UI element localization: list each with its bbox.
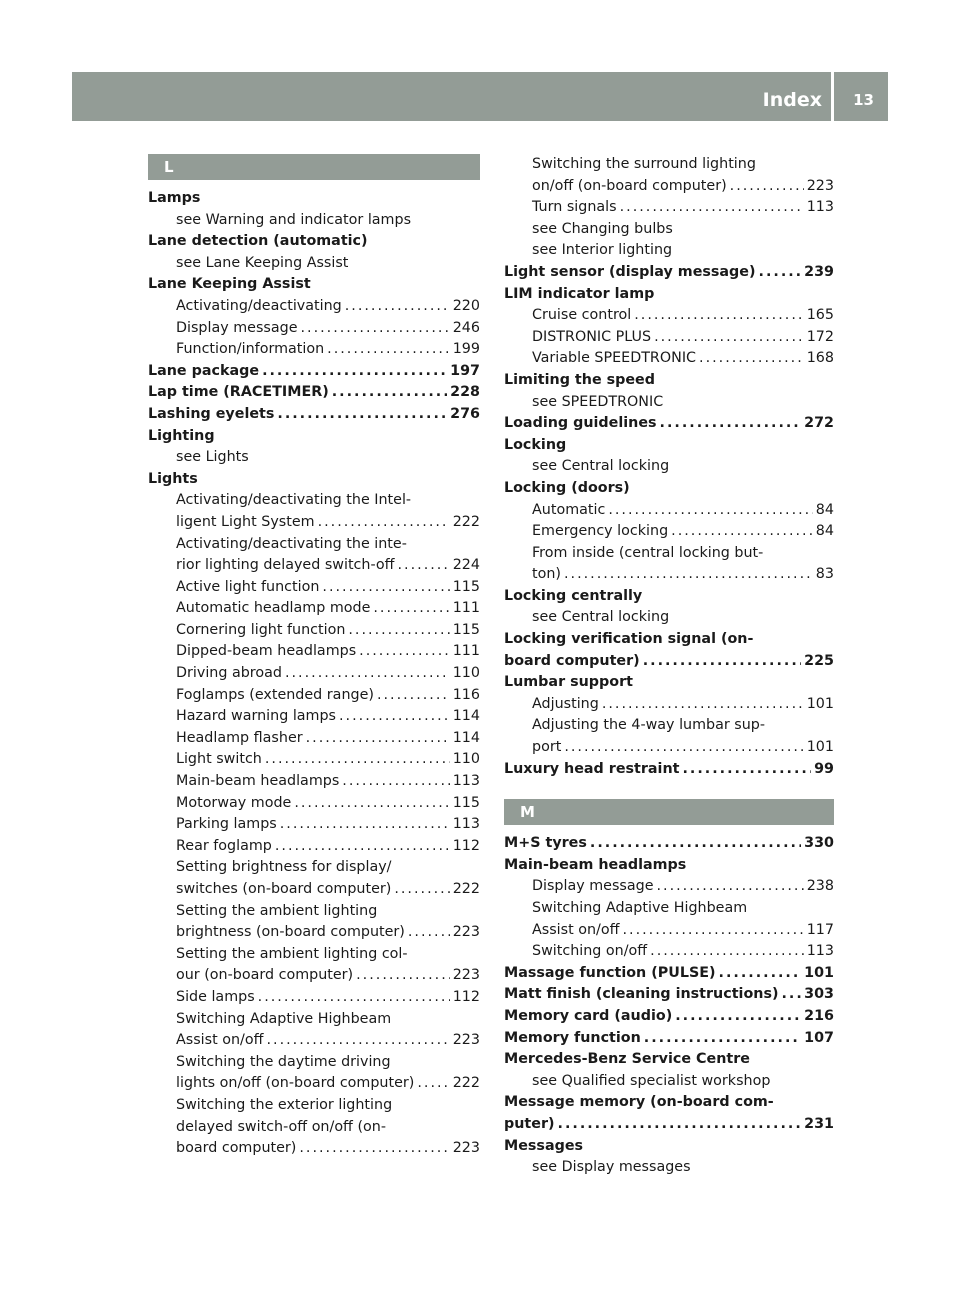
entry-text: Memory function [504, 1029, 641, 1046]
dot-leader [339, 706, 450, 728]
entry-text: Headlamp flasher [176, 729, 303, 746]
index-subentry [504, 154, 834, 176]
page-reference: 84 [815, 523, 834, 540]
index-subentry [148, 1095, 480, 1117]
page-reference: 220 [452, 297, 480, 314]
index-subentry [148, 922, 480, 944]
dot-leader [564, 737, 803, 759]
page-reference: 197 [450, 362, 480, 379]
index-entry [504, 833, 834, 855]
entry-text: Foglamps (extended range) [176, 686, 374, 703]
index-column-right [504, 154, 834, 1179]
index-subentry [148, 771, 480, 793]
dot-leader [266, 1030, 449, 1052]
page-reference: 111 [452, 643, 480, 660]
page-reference: 112 [452, 988, 480, 1005]
page-reference: 238 [806, 878, 834, 895]
index-subentry [504, 219, 834, 241]
entry-text: Dipped-beam headlamps [176, 643, 357, 660]
entry-text: Adjusting the 4-way lumbar sup- [532, 717, 766, 734]
page-reference: 246 [452, 319, 480, 336]
entry-text: brightness (on-board computer) [176, 924, 405, 941]
entry-text: Limiting the speed [504, 371, 655, 388]
index-entry [148, 469, 480, 491]
index-subentry [148, 490, 480, 512]
entry-text: Activating/deactivating the Intel- [176, 492, 412, 509]
index-entry [148, 382, 480, 404]
index-entry [504, 984, 834, 1006]
page-reference: 114 [452, 729, 480, 746]
index-subentry [148, 728, 480, 750]
index-entry [504, 651, 834, 673]
index-entry [504, 1049, 834, 1071]
page-reference: 228 [450, 384, 480, 401]
index-subentry [148, 296, 480, 318]
dot-leader [377, 685, 450, 707]
page-reference: 272 [804, 415, 834, 432]
page-reference: 224 [452, 557, 480, 574]
index-column-left [148, 154, 480, 1160]
index-subentry [148, 685, 480, 707]
entry-text: see Lane Keeping Assist [176, 254, 349, 271]
page-number: 13 [853, 91, 874, 109]
entry-text: Switching Adaptive Highbeam [532, 900, 748, 916]
index-subentry [504, 327, 834, 349]
entry-text: Message memory (on-board com- [504, 1094, 774, 1111]
dot-leader [277, 404, 447, 426]
entry-text: Motorway mode [176, 794, 292, 811]
dot-leader [356, 965, 450, 987]
index-subentry [504, 564, 834, 586]
entry-text: board computer) [176, 1140, 297, 1157]
dot-leader [759, 262, 802, 284]
dot-leader [275, 836, 450, 858]
page-reference: 165 [806, 307, 834, 324]
page-reference: 222 [452, 881, 480, 897]
page-reference: 113 [452, 773, 480, 790]
dot-leader [719, 963, 802, 985]
entry-text: our (on-board computer) [176, 967, 354, 984]
dot-leader [782, 984, 802, 1006]
dot-leader [671, 521, 813, 543]
entry-text: Switching the exterior lighting [176, 1096, 393, 1113]
dot-leader [417, 1073, 449, 1095]
dot-leader [258, 987, 450, 1009]
entry-text: Lighting [148, 427, 215, 444]
index-subentry [504, 456, 834, 478]
entry-text: see Central locking [532, 609, 670, 626]
entry-text: see Warning and indicator lamps [176, 211, 412, 228]
index-subentry [148, 1052, 480, 1074]
entry-text: Variable SPEEDTRONIC [532, 350, 697, 367]
page-reference: 107 [804, 1029, 834, 1046]
index-subentry [504, 543, 834, 565]
index-subentry [504, 305, 834, 327]
entry-text: Light sensor (display message) [504, 263, 756, 280]
index-subentry [148, 901, 480, 923]
dot-leader [345, 296, 450, 318]
entry-text: Switching on/off [532, 943, 648, 960]
page-reference: 114 [452, 708, 480, 725]
header-title: Index [762, 89, 822, 111]
page-reference: 223 [452, 924, 480, 941]
index-entry [148, 231, 480, 253]
page-reference: 168 [806, 350, 834, 367]
header-divider [831, 72, 834, 121]
page-reference: 115 [452, 578, 480, 595]
entry-text: Side lamps [176, 988, 255, 1005]
index-subentry [504, 941, 834, 963]
page-reference: 222 [452, 513, 480, 530]
index-subentry [148, 987, 480, 1009]
entry-text: LIM indicator lamp [504, 285, 655, 302]
index-subentry [504, 240, 834, 262]
index-subentry [504, 521, 834, 543]
entry-text: Switching Adaptive Highbeam [176, 1010, 392, 1027]
dot-leader [301, 318, 450, 340]
entry-text: Locking verification signal (on- [504, 631, 754, 648]
entry-text: M+S tyres [504, 835, 587, 852]
index-subentry [148, 210, 480, 232]
page-reference: 99 [814, 760, 834, 777]
entry-text: DISTRONIC PLUS [532, 328, 652, 345]
entry-text: Display message [532, 878, 654, 895]
entry-text: ton) [532, 566, 561, 583]
entry-text: Switching the daytime driving [176, 1053, 391, 1070]
page-reference: 115 [452, 794, 480, 811]
entry-text: Setting brightness for display/ [176, 859, 392, 876]
entry-text: Function/information [176, 341, 325, 358]
entry-text: see Qualified specialist workshop [532, 1072, 771, 1089]
entry-text: Display message [176, 319, 298, 336]
index-entry [504, 478, 834, 500]
entry-text: Main-beam headlamps [504, 856, 687, 873]
page-reference: 101 [806, 739, 834, 756]
index-entry [504, 1136, 834, 1158]
entry-text: Mercedes-Benz Service Centre [504, 1051, 750, 1068]
dot-leader [306, 728, 450, 750]
index-subentry [148, 1009, 480, 1031]
index-entry [148, 188, 480, 210]
entry-text: Locking [504, 436, 567, 453]
entry-text: Locking (doors) [504, 479, 630, 496]
index-subentry [148, 793, 480, 815]
dot-leader [590, 833, 801, 855]
index-subentry [148, 512, 480, 534]
entry-text: see Lights [176, 449, 249, 466]
entry-text: Automatic [532, 501, 606, 518]
entry-text: Lamps [148, 190, 201, 206]
entry-text: Driving abroad [176, 665, 282, 682]
entry-text: Switching the surround lighting [532, 156, 756, 172]
entry-text: board computer) [504, 652, 640, 669]
page-reference: 117 [806, 921, 834, 938]
index-subentry [504, 500, 834, 522]
page-reference: 83 [815, 566, 834, 583]
page-reference: 223 [452, 967, 480, 984]
index-subentry [504, 1071, 834, 1093]
page-reference: 239 [804, 263, 834, 280]
index-subentry [148, 577, 480, 599]
entry-text: see Central locking [532, 458, 670, 475]
dot-leader [294, 793, 449, 815]
entry-text: Cornering light function [176, 621, 346, 638]
index-subentry [504, 898, 834, 920]
page-reference: 231 [804, 1115, 834, 1132]
entry-text: Automatic headlamp mode [176, 600, 371, 617]
dot-leader [373, 598, 449, 620]
dot-leader [699, 348, 804, 370]
page-reference: 199 [452, 341, 480, 358]
page-reference: 113 [806, 943, 834, 960]
index-entry [504, 435, 834, 457]
index-entry [148, 361, 480, 383]
index-subentry [148, 598, 480, 620]
entry-text: Setting the ambient lighting [176, 902, 378, 919]
section-header: L [148, 154, 480, 180]
index-entry [148, 404, 480, 426]
entry-text: Hazard warning lamps [176, 708, 337, 725]
index-subentry [504, 392, 834, 414]
dot-leader [558, 1114, 802, 1136]
index-subentry [504, 876, 834, 898]
index-entry [504, 586, 834, 608]
dot-leader [730, 176, 804, 198]
index-subentry [148, 1030, 480, 1052]
dot-leader [359, 641, 450, 663]
page-reference: 216 [804, 1007, 834, 1024]
page-reference: 101 [804, 964, 834, 981]
index-entry [504, 370, 834, 392]
index-subentry [148, 749, 480, 771]
dot-leader [348, 620, 449, 642]
index-entry [504, 672, 834, 694]
page-reference: 223 [806, 177, 834, 194]
index-subentry [148, 641, 480, 663]
index-subentry [148, 1117, 480, 1139]
dot-leader [608, 500, 812, 522]
page-reference: 223 [452, 1032, 480, 1049]
index-subentry [148, 965, 480, 987]
entry-text: see SPEEDTRONIC [532, 393, 664, 410]
entry-text: Lane Keeping Assist [148, 276, 311, 293]
dot-leader [265, 749, 450, 771]
entry-text: Turn signals [532, 199, 617, 216]
index-subentry [148, 555, 480, 577]
entry-text: on/off (on-board computer) [532, 177, 727, 194]
index-entry [504, 413, 834, 435]
entry-text: see Interior lighting [532, 242, 673, 259]
dot-leader [650, 941, 804, 963]
index-entry [504, 963, 834, 985]
entry-text: see Display messages [532, 1159, 691, 1176]
page-reference: 223 [452, 1140, 480, 1157]
index-subentry [148, 706, 480, 728]
entry-text: Lumbar support [504, 674, 633, 691]
entry-text: port [532, 739, 562, 756]
dot-leader [280, 814, 450, 836]
dot-leader [660, 413, 802, 435]
entry-text: Parking lamps [176, 816, 277, 833]
entry-text: Setting the ambient lighting col- [176, 945, 408, 962]
entry-text: Messages [504, 1137, 584, 1154]
entry-text: see Changing bulbs [532, 220, 673, 237]
index-subentry [148, 944, 480, 966]
entry-text: Lights [148, 470, 198, 487]
dot-leader [675, 1006, 801, 1028]
entry-text: Activating/deactivating [176, 297, 342, 314]
entry-text: Cruise control [532, 307, 632, 324]
page-reference: 222 [452, 1075, 480, 1092]
index-entry [504, 1006, 834, 1028]
index-subentry [504, 1157, 834, 1179]
index-entry [504, 1114, 834, 1136]
entry-text: Adjusting [532, 695, 599, 712]
index-entry [148, 426, 480, 448]
dot-leader [622, 920, 803, 942]
page-reference: 276 [450, 405, 480, 422]
index-subentry [148, 253, 480, 275]
entry-text: Lane detection (automatic) [148, 233, 368, 250]
index-entry [504, 759, 834, 781]
entry-text: lights on/off (on-board computer) [176, 1075, 415, 1092]
entry-text: rior lighting delayed switch-off [176, 557, 395, 574]
index-subentry [148, 1073, 480, 1095]
entry-text: Lashing eyelets [148, 405, 275, 422]
section-header: M [504, 799, 834, 825]
page-reference: 101 [806, 695, 834, 712]
entry-text: Assist on/off [532, 921, 620, 938]
entry-text: Lane package [148, 362, 260, 379]
index-subentry [148, 318, 480, 340]
dot-leader [394, 879, 449, 901]
dot-leader [299, 1138, 449, 1160]
page-reference: 303 [804, 986, 834, 1003]
page-reference: 84 [815, 501, 834, 518]
entry-text: Locking centrally [504, 587, 643, 604]
entry-text: Luxury head restraint [504, 760, 680, 777]
page-reference: 110 [452, 665, 480, 682]
entry-text: Assist on/off [176, 1032, 264, 1049]
dot-leader [620, 197, 804, 219]
dot-leader [644, 1028, 801, 1050]
index-entry [504, 629, 834, 651]
entry-text: Loading guidelines [504, 415, 657, 432]
dot-leader [327, 339, 450, 361]
index-subentry [148, 814, 480, 836]
page-reference: 113 [806, 199, 834, 216]
dot-leader [318, 512, 450, 534]
page-reference: 113 [452, 816, 480, 833]
index-entry [504, 855, 834, 877]
entry-text: puter) [504, 1115, 555, 1132]
entry-text: Light switch [176, 751, 262, 768]
entry-text: Rear foglamp [176, 837, 272, 854]
dot-leader [342, 771, 449, 793]
entry-text: Active light function [176, 578, 320, 595]
dot-leader [602, 694, 804, 716]
dot-leader [643, 651, 801, 673]
index-subentry [504, 197, 834, 219]
entry-text: Memory card (audio) [504, 1007, 673, 1024]
index-subentry [504, 176, 834, 198]
page-reference: 111 [452, 600, 480, 617]
entry-text: Main-beam headlamps [176, 773, 340, 790]
entry-text: From inside (central locking but- [532, 544, 764, 561]
index-subentry [148, 620, 480, 642]
page-reference: 225 [804, 652, 834, 669]
index-subentry [148, 1138, 480, 1160]
entry-text: Lap time (RACETIMER) [148, 384, 329, 401]
dot-leader [332, 382, 447, 404]
page-reference: 112 [452, 837, 480, 854]
index-subentry [148, 447, 480, 469]
index-entry [504, 262, 834, 284]
dot-leader [657, 876, 804, 898]
dot-leader [634, 305, 803, 327]
index-subentry [148, 879, 480, 901]
index-subentry [504, 737, 834, 759]
index-entry [148, 274, 480, 296]
dot-leader [654, 327, 804, 349]
index-subentry [148, 663, 480, 685]
entry-text: Emergency locking [532, 523, 669, 540]
dot-leader [408, 922, 450, 944]
index-subentry [504, 348, 834, 370]
index-subentry [504, 715, 834, 737]
dot-leader [682, 759, 811, 781]
page-reference: 110 [452, 751, 480, 768]
dot-leader [398, 555, 450, 577]
index-subentry [148, 836, 480, 858]
index-entry [504, 284, 834, 306]
dot-leader [564, 564, 813, 586]
index-entry [504, 1092, 834, 1114]
index-subentry [504, 920, 834, 942]
dot-leader [262, 361, 447, 383]
index-subentry [148, 857, 480, 879]
index-entry [504, 1028, 834, 1050]
entry-text: Activating/deactivating the inte- [176, 535, 407, 552]
entry-text: Matt finish (cleaning instructions) [504, 986, 779, 1003]
index-subentry [148, 339, 480, 361]
entry-text: ligent Light System [176, 513, 315, 530]
page-reference: 116 [452, 686, 480, 703]
index-subentry [148, 534, 480, 556]
index-subentry [504, 694, 834, 716]
index-subentry [504, 607, 834, 629]
entry-text: delayed switch-off on/off (on- [176, 1118, 386, 1135]
page-header [72, 72, 888, 121]
entry-text: switches (on-board computer) [176, 881, 392, 897]
dot-leader [285, 663, 450, 685]
entry-text: Massage function (PULSE) [504, 964, 716, 981]
page-reference: 172 [806, 328, 834, 345]
page-reference: 330 [804, 835, 834, 852]
dot-leader [322, 577, 449, 599]
page-reference: 115 [452, 621, 480, 638]
